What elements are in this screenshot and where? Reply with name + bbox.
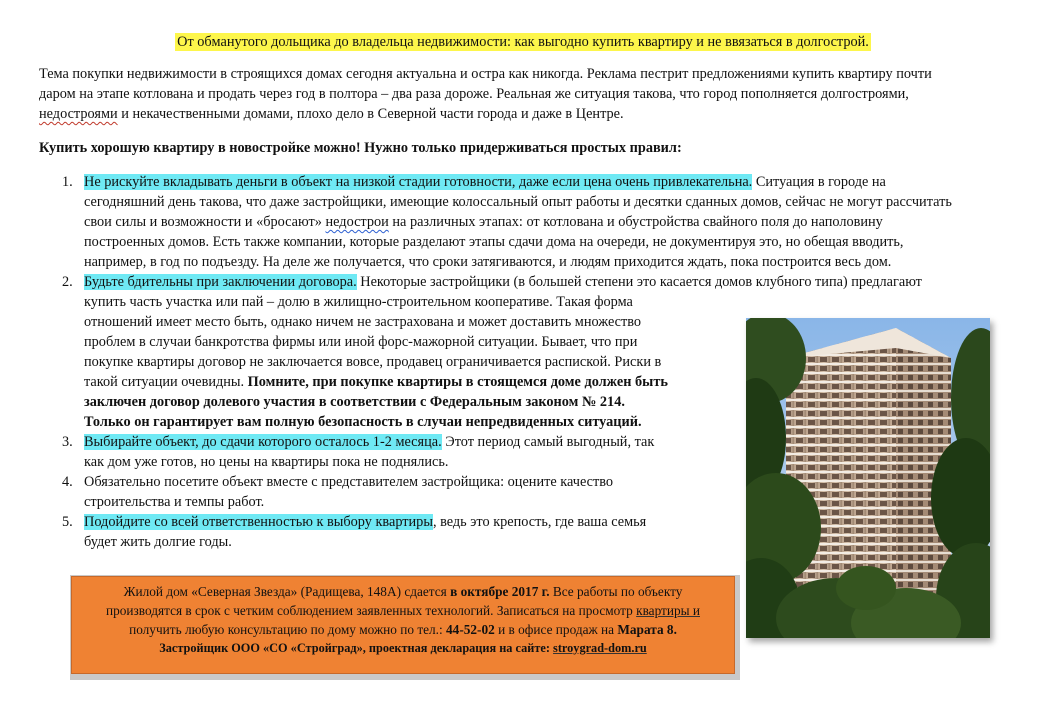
rule-line: Подойдите со всей ответственностью к выбору квартиры, ведь это крепость, где ваша семья	[84, 514, 647, 530]
rule-number: 3.	[62, 434, 73, 450]
rule-number: 2.	[62, 274, 73, 290]
rule-line: как дом уже готов, но цены на квартиры пока не поднялись.	[84, 454, 449, 470]
promo-line: получить любую консультацию по дому можно по тел.: 44-52-02 и в офисе продаж на Марата 8.	[129, 622, 677, 637]
phone-number: 44-52-02	[446, 622, 495, 637]
highlighted-rule: Подойдите со всей ответственностью к выбору квартиры	[84, 514, 433, 530]
rule-line: Не рискуйте вкладывать деньги в объект на низкой стадии готовности, даже если цена очень привлекательна. Ситуация в городе на	[84, 174, 886, 190]
rule-line: строительства и темпы работ.	[84, 494, 265, 510]
rule-line: свои силы и возможности и «бросают» недострои на различных этапах: от котлована и обустройства свайного поля до наполовину	[84, 214, 883, 230]
intro-paragraph	[39, 64, 1009, 124]
promo-line: Застройщик ООО «СО «Стройград», проектная декларация на сайте: stroygrad-dom.ru	[159, 641, 647, 655]
rule-line: построенных домов. Есть также компании, которые разделают этапы сдачи дома на очереди, не документируя это, но обещая вводить,	[84, 234, 904, 250]
spellcheck-word: недостроями	[39, 106, 118, 122]
rule-line: например, в год по подъезду. На деле же получается, что сроки затягиваются, и людям приходится ждать, пока построится весь дом.	[84, 254, 892, 270]
document-title: От обманутого дольщика до владельца недвижимости: как выгодно купить квартиру и не ввязаться в долгострой.	[177, 34, 869, 50]
promo-box	[71, 576, 735, 674]
rule-number: 1.	[62, 174, 73, 190]
rule-line: Только он гарантирует вам полную безопасность в случаи непредвиденных ситуаций.	[84, 414, 642, 430]
rule-line: покупке квартиры договор не заключается вовсе, продавец ограничивается распиской. Риски в	[84, 354, 662, 370]
rule-line: Будьте бдительны при заключении договора. Некоторые застройщики (в большей степени это касается домов клубного типа) предлагают	[84, 274, 922, 290]
rule-line: купить часть участка или пай – долю в жилищно-строительном кооперативе. Такая форма	[84, 294, 633, 310]
website-link[interactable]: stroygrad-dom.ru	[553, 641, 647, 655]
rule-line: проблем в случаи банкротства фирмы или иной форс-мажорной ситуации. Бывает, что при	[84, 334, 638, 350]
highlighted-rule: Будьте бдительны при заключении договора.	[84, 274, 357, 290]
promo-line: Жилой дом «Северная Звезда» (Радищева, 148А) сдается в октябре 2017 г. Все работы по объекту	[123, 584, 683, 599]
rule-line: сегодняшний день такова, что даже застройщики, имеющие колоссальный опыт работы и десятки сданных домов, сейчас не могут рассчитать	[84, 194, 952, 210]
intro-line: Тема покупки недвижимости в строящихся домах сегодня актуальна и остра как никогда. Реклама пестрит предложениями купить квартиру почти	[39, 66, 932, 82]
rule-line: заключен договор долевого участия в соответствии с Федеральным законом № 214.	[84, 394, 625, 410]
building-photo	[746, 318, 990, 638]
rules-heading: Купить хорошую квартиру в новостройке можно! Нужно только придерживаться простых правил:	[39, 140, 682, 156]
rule-line: Выбирайте объект, до сдачи которого осталось 1-2 месяца. Этот период самый выгодный, так	[84, 434, 655, 450]
rule-line: такой ситуации очевидны. Помните, при покупке квартиры в стоящемся доме должен быть	[84, 374, 668, 390]
rule-line: отношений имеет место быть, однако ничем не застрахована и может доставить множество	[84, 314, 642, 330]
highlighted-rule: Выбирайте объект, до сдачи которого осталось 1-2 месяца.	[84, 434, 442, 450]
intro-line: даром на этапе котлована и продать через год в полтора – два раза дороже. Реальная же ситуация такова, что город пополняется долгостроями,	[39, 86, 909, 102]
rule-line: Обязательно посетите объект вместе с представителем застройщика: оцените качество	[84, 474, 614, 490]
rule-number: 4.	[62, 474, 73, 490]
intro-line: недостроями и некачественными домами, плохо дело в Северной части города и даже в Центре.	[39, 106, 624, 122]
rule-number: 5.	[62, 514, 73, 530]
spellcheck-word: недострои	[325, 214, 389, 230]
building-photo-illustration	[746, 318, 990, 638]
rule-line: будет жить долгие годы.	[84, 534, 232, 550]
promo-line: производятся в срок с четким соблюдением заявленных технологий. Записаться на просмотр квартиры и	[106, 603, 700, 618]
highlighted-rule: Не рискуйте вкладывать деньги в объект на низкой стадии готовности, даже если цена очень привлекательна.	[84, 174, 753, 190]
